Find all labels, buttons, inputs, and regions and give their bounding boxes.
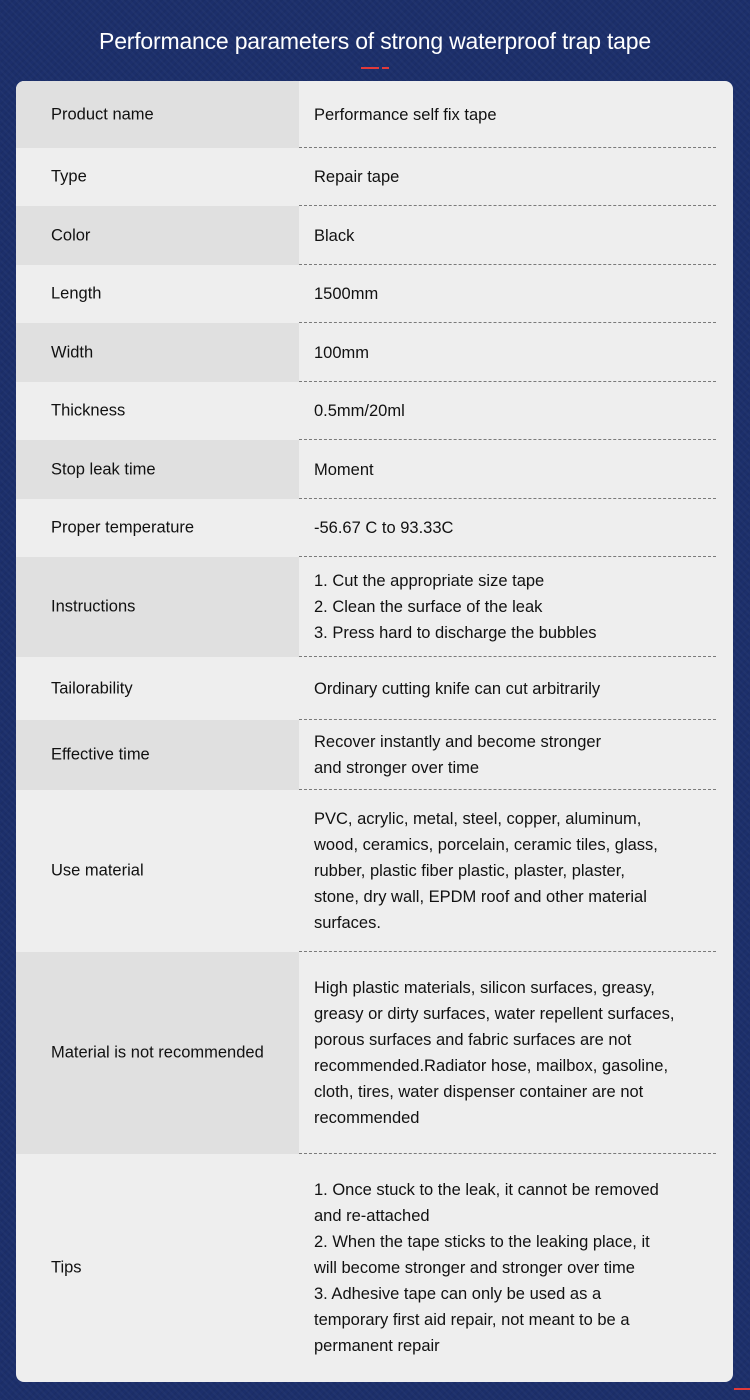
spec-label: Type bbox=[51, 167, 87, 186]
spec-row bbox=[16, 206, 733, 265]
spec-value-line: 1. Cut the appropriate size tape bbox=[314, 572, 545, 590]
spec-row bbox=[16, 952, 733, 1154]
spec-row bbox=[16, 557, 733, 657]
spec-row bbox=[16, 720, 733, 790]
spec-table bbox=[16, 81, 733, 1382]
spec-value-line: -56.67 C to 93.33C bbox=[314, 519, 454, 537]
spec-value-line: 1. Once stuck to the leak, it cannot be removed bbox=[314, 1181, 659, 1199]
spec-row bbox=[16, 148, 733, 206]
spec-value-line: temporary first aid repair, not meant to be a bbox=[314, 1311, 630, 1329]
spec-label-cell bbox=[16, 790, 299, 952]
spec-row bbox=[16, 382, 733, 440]
spec-value-line: Recover instantly and become stronger bbox=[314, 733, 602, 751]
spec-value bbox=[314, 223, 714, 249]
spec-label: Stop leak time bbox=[51, 460, 156, 478]
spec-label: Proper temperature bbox=[51, 518, 195, 537]
spec-value-line: High plastic materials, silicon surfaces, greasy, bbox=[314, 979, 655, 997]
spec-label-cell bbox=[16, 323, 299, 382]
spec-value bbox=[314, 729, 714, 781]
spec-value-line: Ordinary cutting knife can cut arbitrarily bbox=[314, 679, 601, 698]
spec-value-line: and re-attached bbox=[314, 1207, 430, 1225]
spec-label: Length bbox=[51, 284, 102, 303]
spec-row bbox=[16, 657, 733, 720]
spec-label-cell bbox=[16, 440, 299, 499]
spec-value-line: 0.5mm/20ml bbox=[314, 402, 405, 420]
spec-row bbox=[16, 440, 733, 499]
spec-value-line: cloth, tires, water dispenser container are not bbox=[314, 1083, 644, 1101]
title-accent-dash bbox=[382, 67, 389, 69]
spec-row bbox=[16, 265, 733, 323]
spec-label: Color bbox=[51, 226, 91, 244]
spec-value-line: greasy or dirty surfaces, water repellent surfaces, bbox=[314, 1005, 675, 1023]
spec-value-line: surfaces. bbox=[314, 914, 381, 932]
spec-label-cell bbox=[16, 81, 299, 148]
spec-value-line: Moment bbox=[314, 460, 374, 479]
spec-label-cell bbox=[16, 657, 299, 720]
spec-label: Instructions bbox=[51, 597, 136, 616]
spec-value-line: porous surfaces and fabric surfaces are not bbox=[314, 1031, 632, 1049]
spec-label: Thickness bbox=[51, 401, 126, 420]
spec-label-cell bbox=[16, 1154, 299, 1382]
spec-label: Material is not recommended bbox=[51, 1043, 264, 1062]
spec-value-line: 1500mm bbox=[314, 285, 379, 303]
spec-row bbox=[16, 790, 733, 952]
spec-value-line: Black bbox=[314, 226, 355, 245]
spec-value-line: recommended.Radiator hose, mailbox, gasoline, bbox=[314, 1057, 669, 1075]
spec-label-cell bbox=[16, 206, 299, 265]
spec-value bbox=[314, 806, 714, 936]
spec-label: Tips bbox=[51, 1258, 82, 1277]
spec-row bbox=[16, 499, 733, 557]
spec-label-cell bbox=[16, 952, 299, 1154]
page-title: Performance parameters of strong waterproof trap tape bbox=[99, 28, 651, 54]
spec-label-cell bbox=[16, 720, 299, 790]
spec-label: Product name bbox=[51, 105, 154, 123]
spec-label: Width bbox=[51, 343, 94, 361]
spec-value bbox=[314, 676, 714, 702]
spec-label: Effective time bbox=[51, 745, 150, 764]
spec-value-line: 3. Press hard to discharge the bubbles bbox=[314, 624, 597, 642]
spec-label-cell bbox=[16, 557, 299, 657]
spec-value-line: wood, ceramics, porcelain, ceramic tiles, glass, bbox=[314, 836, 658, 854]
spec-value-line: will become stronger and stronger over time bbox=[314, 1259, 635, 1277]
spec-label-cell bbox=[16, 265, 299, 323]
spec-value bbox=[314, 281, 714, 307]
spec-value-line: permanent repair bbox=[314, 1337, 440, 1355]
spec-value-line: stone, dry wall, EPDM roof and other material bbox=[314, 888, 647, 906]
spec-value bbox=[314, 164, 714, 190]
spec-value bbox=[314, 457, 714, 483]
title-accent-line bbox=[361, 67, 379, 69]
spec-label-cell bbox=[16, 382, 299, 440]
corner-accent bbox=[734, 1388, 750, 1390]
spec-value bbox=[314, 398, 714, 424]
spec-value-line: 2. Clean the surface of the leak bbox=[314, 598, 543, 616]
spec-value bbox=[314, 515, 714, 541]
spec-value-line: 3. Adhesive tape can only be used as a bbox=[314, 1285, 602, 1303]
spec-row bbox=[16, 81, 733, 148]
spec-value bbox=[314, 975, 714, 1131]
spec-value-line: rubber, plastic fiber plastic, plaster, plaster, bbox=[314, 862, 625, 880]
spec-value-line: 2. When the tape sticks to the leaking place, it bbox=[314, 1233, 650, 1251]
spec-value bbox=[314, 568, 714, 646]
spec-value-line: recommended bbox=[314, 1109, 420, 1127]
spec-label-cell bbox=[16, 148, 299, 206]
spec-row bbox=[16, 1154, 733, 1382]
spec-label-cell bbox=[16, 499, 299, 557]
spec-value bbox=[314, 340, 714, 366]
spec-value-line: and stronger over time bbox=[314, 759, 480, 777]
spec-value bbox=[314, 1177, 714, 1359]
spec-row bbox=[16, 323, 733, 382]
spec-label: Use material bbox=[51, 861, 144, 880]
spec-value bbox=[314, 102, 714, 128]
spec-value-line: Repair tape bbox=[314, 168, 400, 186]
spec-value-line: 100mm bbox=[314, 343, 370, 362]
spec-value-line: Performance self fix tape bbox=[314, 105, 497, 124]
spec-label: Tailorability bbox=[51, 679, 133, 697]
spec-value-line: PVC, acrylic, metal, steel, copper, aluminum, bbox=[314, 810, 642, 828]
